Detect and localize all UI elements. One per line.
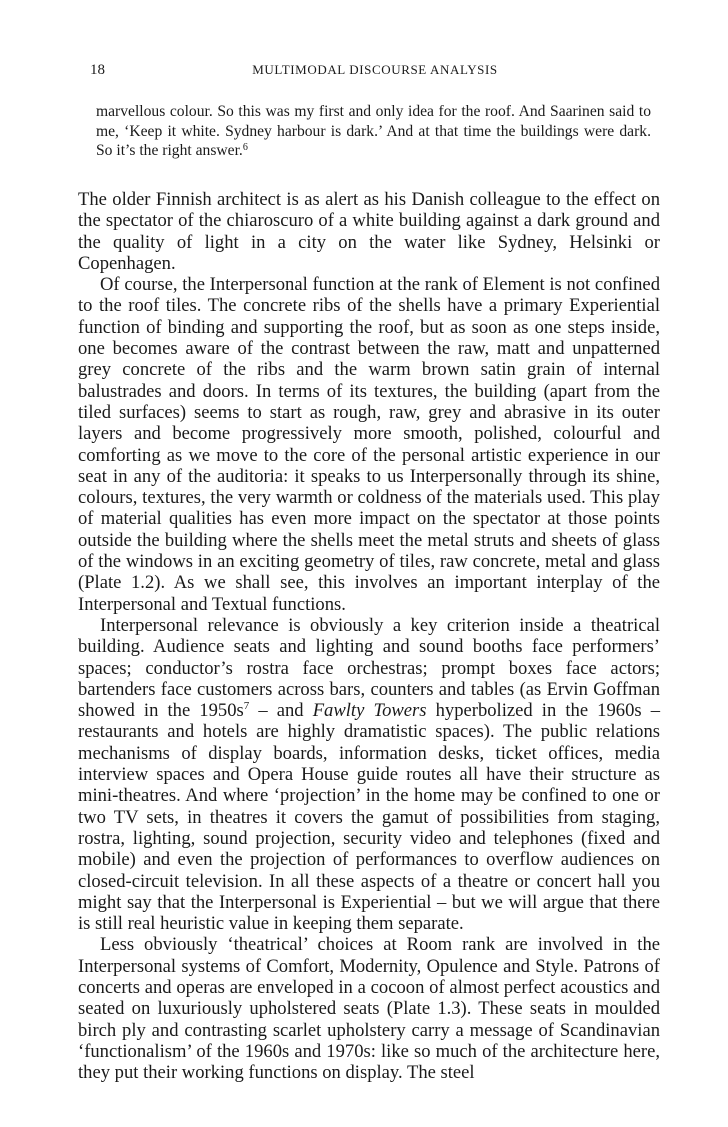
footnote-marker-6: 6 (242, 142, 248, 154)
running-head (90, 60, 660, 80)
paragraph-3 (78, 615, 660, 934)
fawlty-towers-title: Fawlty Towers (312, 700, 427, 722)
paragraph-4: Less obviously ‘theatrical’ choices at Room rank are involved in the Interpersonal systems of Comfort, Modernity, Opulence and Style. Patrons of concerts and operas are enveloped in a cocoon of almost perfect acoustics and seated on luxuriously upholstered seats (Plate 1.3). These seats in moulded birch ply and contrasting scarlet upholstery carry a message of Scandinavian ‘functionalism’ of the 1960s and 1970s: like so much of the architecture here, they put their working functions on display. The steel (78, 934, 660, 1084)
running-title: MULTIMODAL DISCOURSE ANALYSIS (252, 62, 498, 77)
paragraph-3-part-c: hyperbolized in the 1960s – restaurants and hotels are highly dramatistic spaces). The public relations mechanisms of display boards, information desks, ticket offices, media interview spaces and Opera House guide routes all have their structure as mini-theatres. And where ‘projection’ in the home may be confined to one or two TV sets, in theatres it covers the gamut of possibilities from staging, rostra, lighting, sound projection, security video and telephones (fixed and mobile) and even the projection of performances to overflow audiences on closed-circuit television. In all these aspects of a theatre or concert hall you might say that the Interpersonal is Experiential – but we will argue that there is still real heuristic value in keeping them separate. (78, 700, 660, 935)
quote-text: marvellous colour. So this was my first and only idea for the roof. And Saarinen said to me, ‘Keep it white. Sydney harbour is dark.’ And at that time the buildings were dark. So it’s the right answer. (96, 103, 651, 160)
footnote-marker-7: 7 (243, 700, 250, 713)
paragraph-3-part-a: Interpersonal relevance is obviously a key criterion inside a theatrical building. Audience seats and lighting and sound booths face performers’ spaces; conductor’s rostra face orchestras; prompt boxes face actors; bartenders face customers across bars, counters and tables (as Ervin Goffman showed in the 1950s (78, 614, 660, 722)
body-text (78, 189, 660, 1083)
paragraph-3-part-b: – and (249, 700, 313, 722)
paragraph-2: Of course, the Interpersonal function at the rank of Element is not confined to the roof tiles. The concrete ribs of the shells have a primary Experiential function of binding and supporting the roof, but as soon as one steps inside, one becomes aware of the contrast between the raw, matt and unpatterned grey concrete of the ribs and the warm brown satin grain of internal balustrades and doors. In terms of its textures, the building (apart from the tiled surfaces) seems to start as rough, raw, grey and abrasive in its outer layers and become progressively more smooth, polished, colourful and comforting as we move to the core of the personal artistic experience in our seat in any of the auditoria: it speaks to us Interpersonally through its shine, colours, textures, the very warmth or coldness of the materials used. This play of material qualities has even more impact on the spectator at those points outside the building where the shells meet the metal struts and sheets of glass of the windows in an exciting geometry of tiles, raw concrete, metal and glass (Plate 1.2). As we shall see, this involves an important interplay of the Interpersonal and Textual functions. (78, 274, 660, 615)
page-number: 18 (90, 62, 105, 78)
block-quote (96, 102, 651, 161)
paragraph-1: The older Finnish architect is as alert as his Danish colleague to the effect on the spectator of the chiaroscuro of a white building against a dark ground and the quality of light in a city on the water like Sydney, Helsinki or Copenhagen. (78, 189, 660, 274)
